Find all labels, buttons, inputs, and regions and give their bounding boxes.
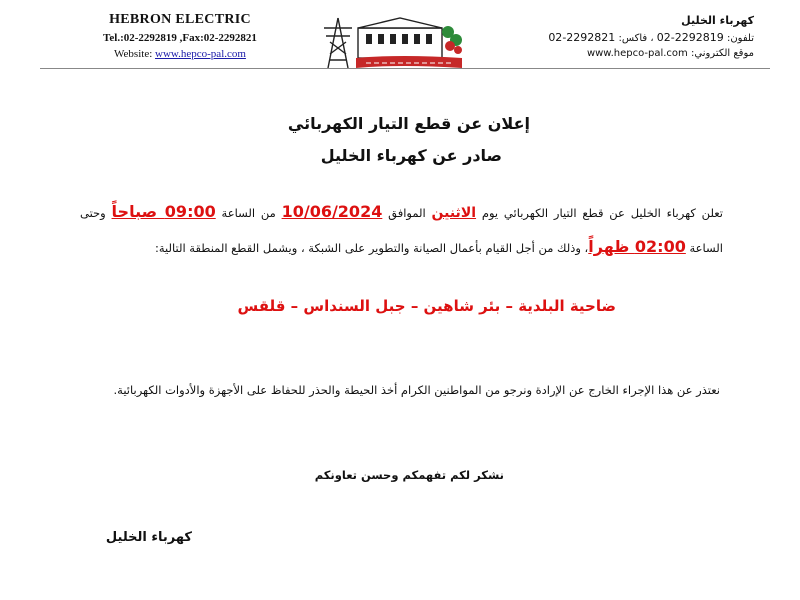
- website-url-ar[interactable]: www.hepco-pal.com: [586, 48, 688, 59]
- company-name-en: HEBRON ELECTRIC: [109, 12, 251, 27]
- announcement-paragraph: [80, 195, 723, 265]
- apology-paragraph: نعتذر عن هذا الإجراء الخارج عن الإرادة ونرجو من المواطنين الكرام أخذ الحيطة والحذر للحفاظ على الأجهزة والأدوات الكهربائية.: [113, 383, 720, 397]
- p1-text-2: الموافق: [382, 206, 432, 220]
- website-link[interactable]: www.hepco-pal.com: [155, 48, 246, 60]
- website-line-en: [60, 48, 300, 60]
- affected-areas: ضاحية البلدية – بئر شاهين – جبل السنداس – قلقس: [237, 297, 616, 315]
- grapes-icon: [442, 26, 462, 54]
- announcement-title: إعلان عن قطع التيار الكهربائي: [287, 114, 530, 133]
- phone-fax-ar: [494, 31, 754, 44]
- outage-day: الاثنين: [431, 205, 477, 221]
- signature: كهرباء الخليل: [105, 530, 192, 545]
- phone-label-ar: تلفون:: [726, 33, 754, 44]
- outage-end-time: 02:00 ظهراً: [588, 237, 686, 256]
- website-label-ar: موقع الكتروني:: [690, 48, 754, 59]
- outage-date: 10/06/2024: [281, 202, 383, 221]
- company-logo: [318, 14, 466, 70]
- phone-fax-en: Tel.:02-2292819 ,Fax:02-2292821: [103, 32, 257, 44]
- header-english-block: [60, 12, 300, 60]
- building-icon: [358, 18, 442, 58]
- pylon-icon: [324, 18, 352, 68]
- p1-text-5: ، وذلك من أجل القيام بأعمال الصيانة والتطوير على الشبكة ، ويشمل القطع المنطقة التالية:: [154, 241, 589, 255]
- phone-number-ar: 2292819-02: [656, 31, 724, 44]
- announcement-subtitle: صادر عن كهرباء الخليل: [320, 146, 502, 165]
- p1-text-3: من الساعة: [215, 206, 282, 220]
- fax-label-ar: ، فاكس:: [618, 33, 654, 44]
- header-divider: [40, 68, 770, 69]
- fax-number-ar: 2292821-02: [548, 31, 616, 44]
- header-arabic-block: [494, 14, 754, 59]
- website-label: Website:: [114, 48, 153, 60]
- thanks-line: نشكر لكم تفهمكم وحسن تعاونكم: [314, 468, 504, 482]
- website-line-ar: [494, 48, 754, 59]
- p1-text-1: تعلن كهرباء الخليل عن قطع التيار الكهربائي يوم: [476, 206, 723, 220]
- company-name-ar: كهرباء الخليل: [681, 14, 754, 27]
- banner-ribbon: [356, 56, 462, 68]
- outage-start-time: 09:00 صباحاً: [111, 202, 216, 221]
- p1-text-4: وحتى الساعة: [80, 206, 723, 255]
